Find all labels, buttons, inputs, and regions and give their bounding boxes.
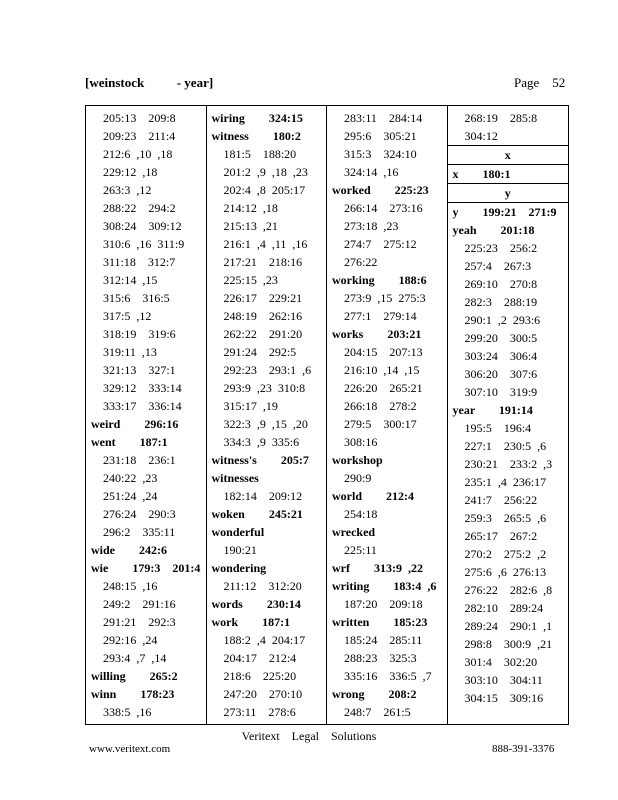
footer-company: Veritext Legal Solutions xyxy=(241,729,377,743)
page-line-refs: 248:7 261:5 xyxy=(344,705,411,719)
index-term: workshop xyxy=(332,453,383,467)
index-term: witness 180:2 xyxy=(211,129,301,143)
page-line-refs: 195:5 196:4 xyxy=(464,421,532,435)
page-line-refs: 226:17 229:21 xyxy=(223,291,303,305)
section-letter: y xyxy=(448,183,569,203)
index-term: words 230:14 xyxy=(211,597,301,611)
page-line-refs: 273:11 278:6 xyxy=(223,705,296,719)
page-line-refs: 225:23 256:2 xyxy=(464,241,538,255)
page-line-refs: 338:5 ,16 xyxy=(103,705,152,719)
footer-phone: 888-391-3376 xyxy=(492,743,555,755)
page-line-refs: 240:22 ,23 xyxy=(103,471,158,485)
page-line-refs: 274:7 275:12 xyxy=(344,237,417,251)
page-line-refs: 226:20 265:21 xyxy=(344,381,423,395)
page-line-refs: 229:12 ,18 xyxy=(103,165,158,179)
page-line-refs: 292:23 293:1 ,6 xyxy=(223,363,312,377)
page-line-refs: 181:5 188:20 xyxy=(223,147,297,161)
page-line-refs: 201:2 ,9 ,18 ,23 xyxy=(223,165,308,179)
page-line-refs: 329:12 333:14 xyxy=(103,381,182,395)
page-line-refs: 270:2 275:2 ,2 xyxy=(464,547,547,561)
page-line-refs: 202:4 ,8 205:17 xyxy=(223,183,306,197)
index-term: wondering xyxy=(211,561,267,575)
index-term: wrong 208:2 xyxy=(332,687,417,701)
page-line-refs: 212:6 ,10 ,18 xyxy=(103,147,173,161)
page-line-refs: 291:21 292:3 xyxy=(103,615,176,629)
page-line-refs: 292:16 ,24 xyxy=(103,633,158,647)
index-term: wonderful xyxy=(211,525,265,539)
page-line-refs: 301:4 302:20 xyxy=(464,655,538,669)
page-line-refs: 298:8 300:9 ,21 xyxy=(464,637,553,651)
page-line-refs: 204:15 207:13 xyxy=(344,345,423,359)
page-line-refs: 282:10 289:24 xyxy=(464,601,544,615)
index-term: work 187:1 xyxy=(211,615,291,629)
index-term: written 185:23 xyxy=(332,615,428,629)
page-line-refs: 247:20 270:10 xyxy=(223,687,303,701)
index-term: year 191:14 xyxy=(452,403,533,417)
page-line-refs: 275:6 ,6 276:13 xyxy=(464,565,547,579)
page-line-refs: 231:18 236:1 xyxy=(103,453,176,467)
page-line-refs: 276:22 282:6 ,8 xyxy=(464,583,553,597)
word-index-table xyxy=(85,105,569,725)
page-line-refs: 263:3 ,12 xyxy=(103,183,152,197)
page-line-refs: 288:22 294:2 xyxy=(103,201,176,215)
page-line-refs: 269:10 270:8 xyxy=(464,277,538,291)
page-line-refs: 227:1 230:5 ,6 xyxy=(464,439,547,453)
page-number: Page 52 xyxy=(514,75,566,90)
page-line-refs: 205:13 209:8 xyxy=(103,111,176,125)
page-line-refs: 279:5 300:17 xyxy=(344,417,417,431)
page-line-refs: 254:18 xyxy=(344,507,378,521)
page-line-refs: 217:21 218:16 xyxy=(223,255,303,269)
page-line-refs: 188:2 ,4 204:17 xyxy=(223,633,306,647)
page-line-refs: 259:3 265:5 ,6 xyxy=(464,511,547,525)
page-line-refs: 322:3 ,9 ,15 ,20 xyxy=(223,417,308,431)
page-line-refs: 262:22 291:20 xyxy=(223,327,303,341)
page-line-refs: 289:24 290:1 ,1 xyxy=(464,619,553,633)
page-line-refs: 334:3 ,9 335:6 xyxy=(223,435,300,449)
index-column-1 xyxy=(86,106,207,724)
page-line-refs: 307:10 319:9 xyxy=(464,385,538,399)
page-line-refs: 303:10 304:11 xyxy=(464,673,543,687)
index-term: works 203:21 xyxy=(332,327,422,341)
page-line-refs: 182:14 209:12 xyxy=(223,489,303,503)
page-line-refs: 215:13 ,21 xyxy=(223,219,278,233)
page-line-refs: 216:10 ,14 ,15 xyxy=(344,363,420,377)
page-line-refs: 318:19 319:6 xyxy=(103,327,176,341)
page-line-refs: 324:14 ,16 xyxy=(344,165,399,179)
page-line-refs: 293:9 ,23 310:8 xyxy=(223,381,306,395)
index-term: winn 178:23 xyxy=(91,687,175,701)
page-line-refs: 230:21 233:2 ,3 xyxy=(464,457,553,471)
page-line-refs: 225:11 xyxy=(344,543,377,557)
page-line-refs: 319:11 ,13 xyxy=(103,345,157,359)
section-letter: x xyxy=(448,145,569,165)
index-term: writing 183:4 ,6 xyxy=(332,579,437,593)
index-column-4 xyxy=(448,106,569,724)
index-term: willing 265:2 xyxy=(91,669,178,683)
page-line-refs: 304:15 309:16 xyxy=(464,691,544,705)
index-term: witnesses xyxy=(211,471,259,485)
page-line-refs: 283:11 284:14 xyxy=(344,111,423,125)
page-line-refs: 276:22 xyxy=(344,255,378,269)
page-line-refs: 235:1 ,4 236:17 xyxy=(464,475,547,489)
index-term: working 188:6 xyxy=(332,273,427,287)
page-line-refs: 187:20 209:18 xyxy=(344,597,423,611)
page-line-refs: 265:17 267:2 xyxy=(464,529,538,543)
index-term: wide 242:6 xyxy=(91,543,167,557)
index-column-3 xyxy=(327,106,448,724)
page-line-refs: 333:17 336:14 xyxy=(103,399,182,413)
page-line-refs: 216:1 ,4 ,11 ,16 xyxy=(223,237,308,251)
page-line-refs: 249:2 291:16 xyxy=(103,597,176,611)
index-term: woken 245:21 xyxy=(211,507,303,521)
index-term: wrecked xyxy=(332,525,376,539)
index-term: wie 179:3 201:4 xyxy=(91,561,201,575)
page-line-refs: 214:12 ,18 xyxy=(223,201,278,215)
page-line-refs: 303:24 306:4 xyxy=(464,349,538,363)
page-line-refs: 293:4 ,7 ,14 xyxy=(103,651,167,665)
page-line-refs: 257:4 267:3 xyxy=(464,259,532,273)
page-line-refs: 209:23 211:4 xyxy=(103,129,176,143)
page-line-refs: 277:1 279:14 xyxy=(344,309,417,323)
page-line-refs: 290:9 xyxy=(344,471,372,485)
index-term: wiring 324:15 xyxy=(211,111,303,125)
page-line-refs: 317:5 ,12 xyxy=(103,309,152,323)
page-line-refs: 308:24 309:12 xyxy=(103,219,182,233)
index-term: witness's 205:7 xyxy=(211,453,309,467)
page-line-refs: 248:15 ,16 xyxy=(103,579,158,593)
index-range-header: [weinstock - year] xyxy=(85,75,214,90)
footer-website: www.veritext.com xyxy=(89,743,171,755)
page-line-refs: 310:6 ,16 311:9 xyxy=(103,237,185,251)
page-line-refs: 296:2 335:11 xyxy=(103,525,176,539)
page-line-refs: 266:18 278:2 xyxy=(344,399,417,413)
index-term: world 212:4 xyxy=(332,489,414,503)
index-term: worked 225:23 xyxy=(332,183,429,197)
page-line-refs: 273:18 ,23 xyxy=(344,219,399,233)
page-line-refs: 315:3 324:10 xyxy=(344,147,417,161)
index-term: x 180:1 xyxy=(452,167,511,181)
page-line-refs: 190:21 xyxy=(223,543,257,557)
page-line-refs: 295:6 305:21 xyxy=(344,129,417,143)
page-line-refs: 312:14 ,15 xyxy=(103,273,158,287)
page-line-refs: 288:23 325:3 xyxy=(344,651,417,665)
page-line-refs: 185:24 285:11 xyxy=(344,633,423,647)
page-line-refs: 273:9 ,15 275:3 xyxy=(344,291,426,305)
page-line-refs: 299:20 300:5 xyxy=(464,331,538,345)
page-line-refs: 291:24 292:5 xyxy=(223,345,297,359)
page-line-refs: 311:18 312:7 xyxy=(103,255,176,269)
page-line-refs: 241:7 256:22 xyxy=(464,493,538,507)
page-line-refs: 276:24 290:3 xyxy=(103,507,176,521)
page-line-refs: 251:24 ,24 xyxy=(103,489,158,503)
page-line-refs: 204:17 212:4 xyxy=(223,651,297,665)
page-line-refs: 225:15 ,23 xyxy=(223,273,278,287)
page-line-refs: 315:6 316:5 xyxy=(103,291,170,305)
page-line-refs: 304:12 xyxy=(464,129,498,143)
page-line-refs: 306:20 307:6 xyxy=(464,367,538,381)
index-term: wrf 313:9 ,22 xyxy=(332,561,423,575)
page-line-refs: 321:13 327:1 xyxy=(103,363,176,377)
page-line-refs: 335:16 336:5 ,7 xyxy=(344,669,432,683)
page-line-refs: 218:6 225:20 xyxy=(223,669,297,683)
index-term: went 187:1 xyxy=(91,435,168,449)
index-term: y 199:21 271:9 xyxy=(452,205,557,219)
page-line-refs: 282:3 288:19 xyxy=(464,295,538,309)
page-line-refs: 308:16 xyxy=(344,435,378,449)
page-line-refs: 211:12 312:20 xyxy=(223,579,302,593)
index-term: yeah 201:18 xyxy=(452,223,535,237)
page-line-refs: 290:1 ,2 293:6 xyxy=(464,313,541,327)
page-line-refs: 266:14 273:16 xyxy=(344,201,423,215)
page-line-refs: 248:19 262:16 xyxy=(223,309,303,323)
page-line-refs: 268:19 285:8 xyxy=(464,111,538,125)
index-term: weird 296:16 xyxy=(91,417,179,431)
page-line-refs: 315:17 ,19 xyxy=(223,399,278,413)
index-column-2 xyxy=(207,106,328,724)
